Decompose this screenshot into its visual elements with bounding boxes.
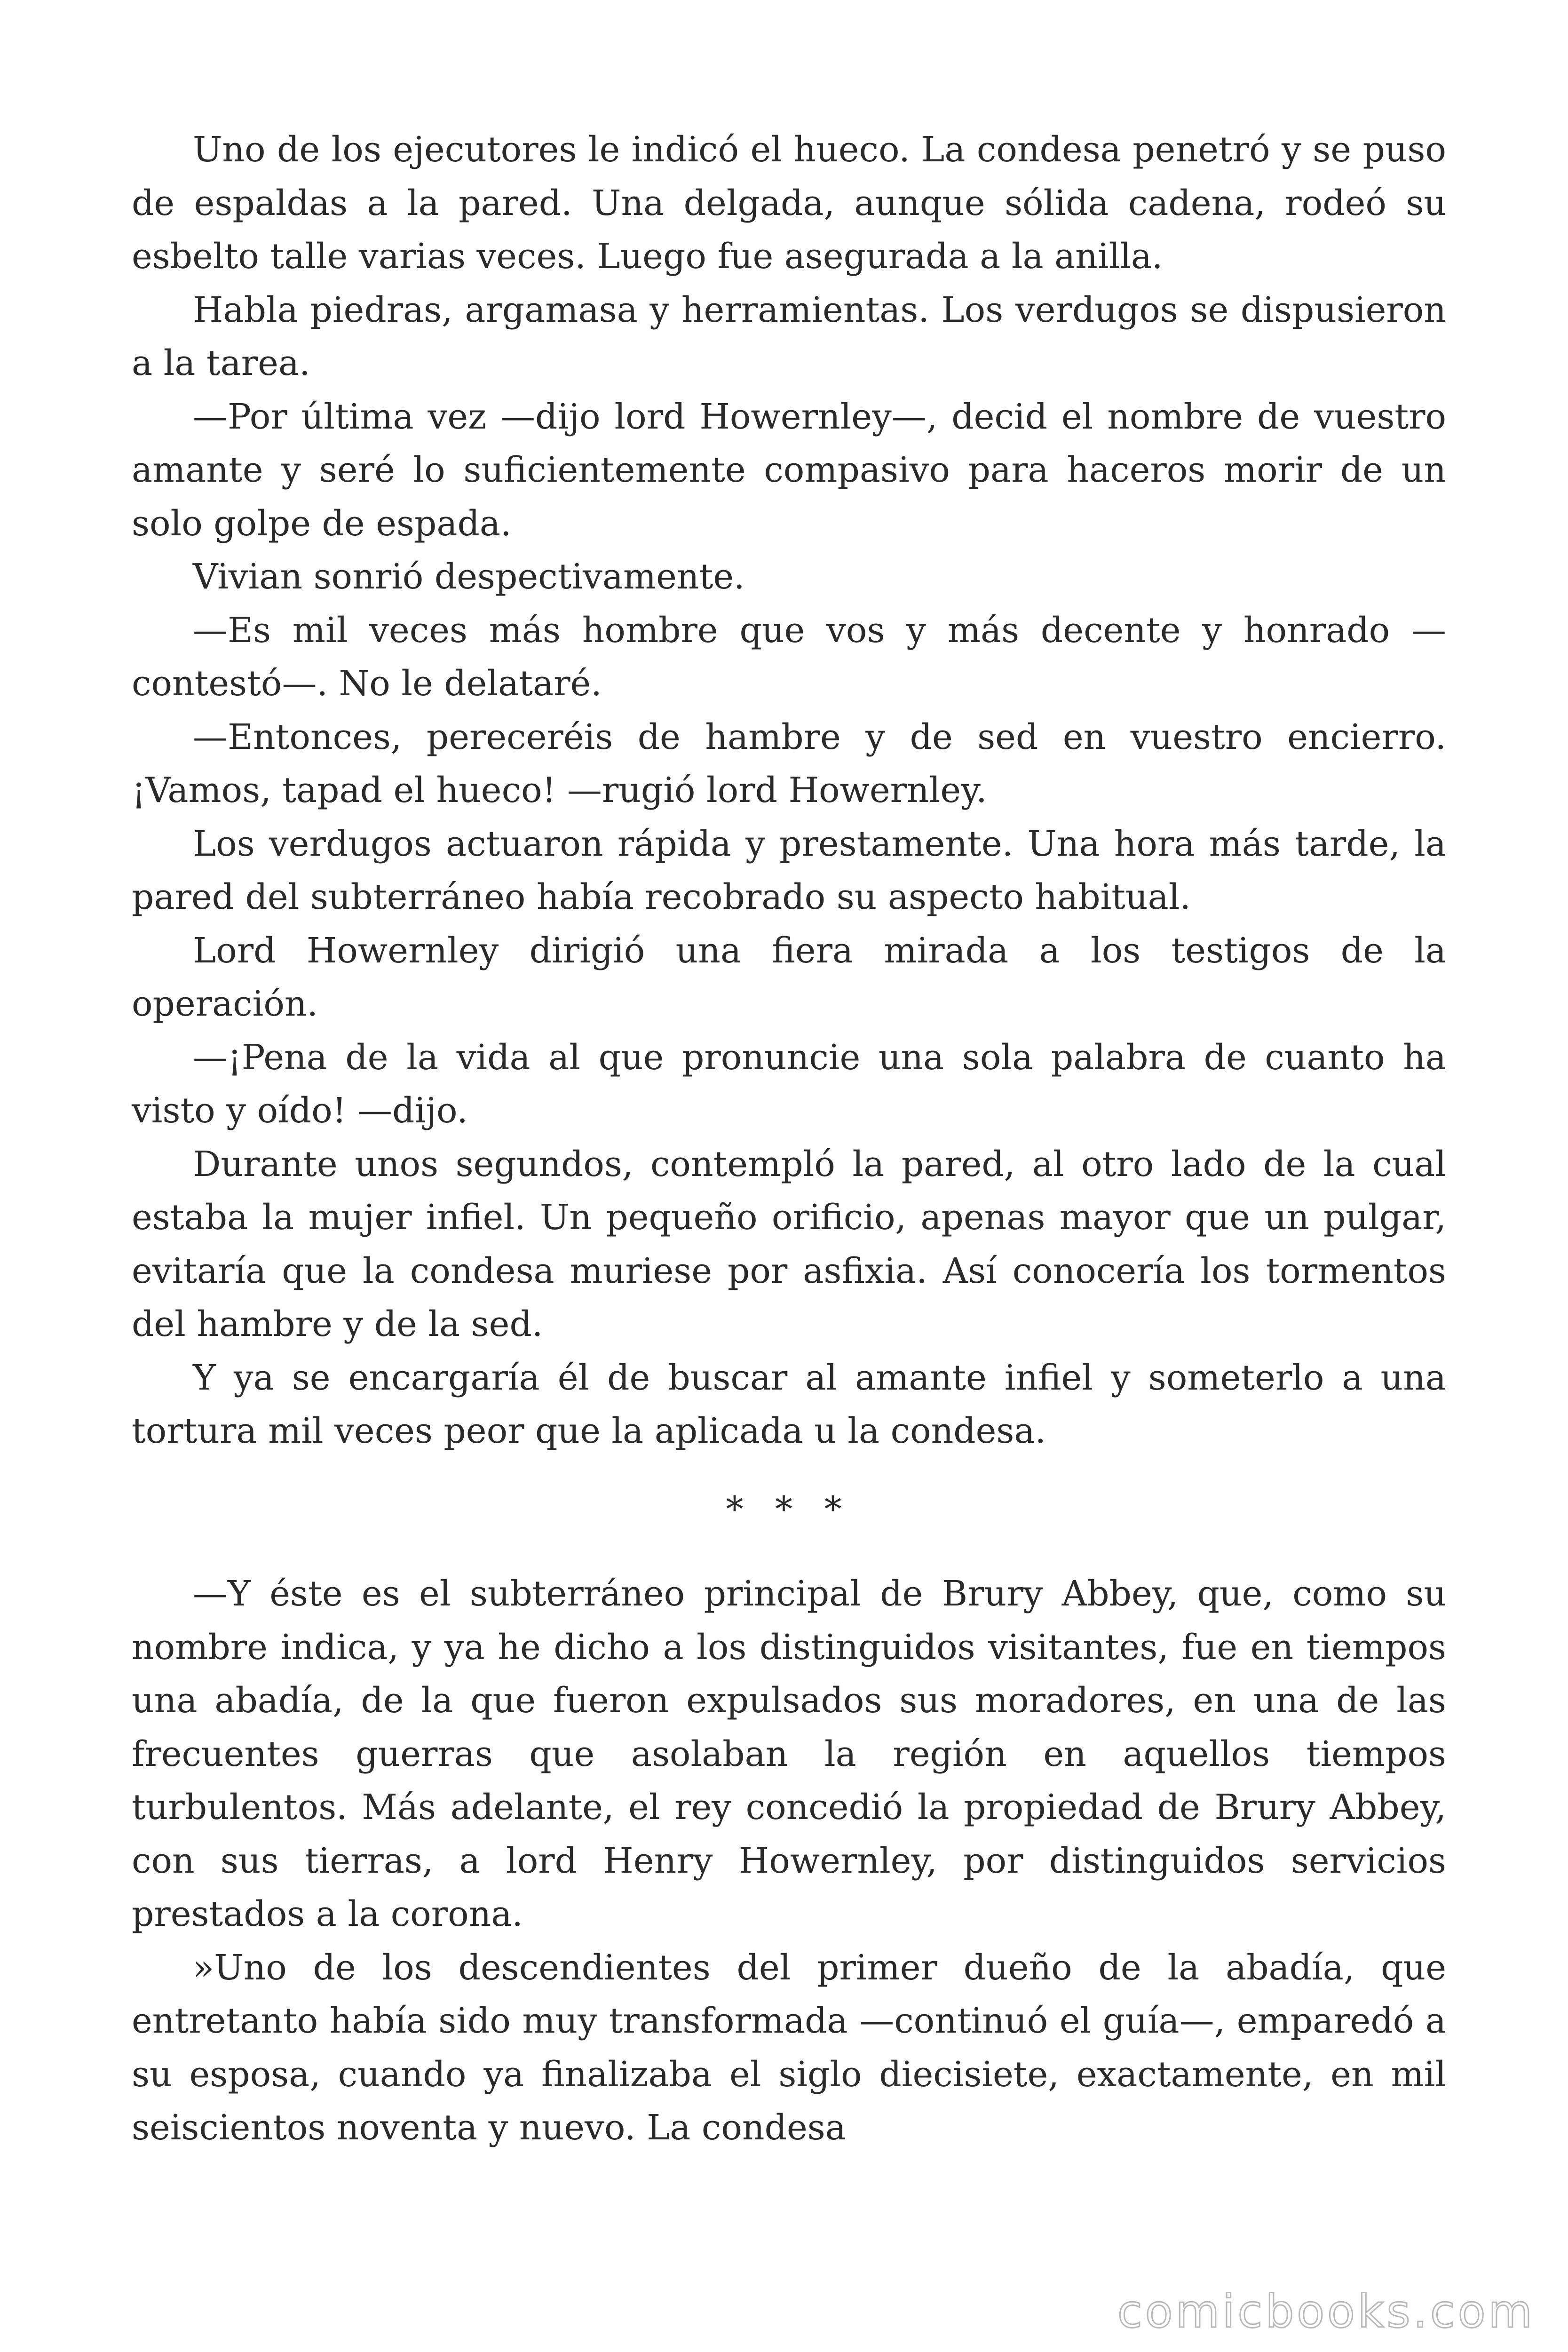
paragraph: Vivian sonrió despectivamente. (193, 556, 745, 597)
paragraph: »Uno de los descendientes del primer dueño de la abadía, que entretanto había sido muy transformada —continuó el guía—, emparedó a su esposa, cuando ya finalizaba el siglo diecisiete, exactamente, en mil seiscientos noventa y nuevo. La condesa (132, 1947, 1446, 2148)
paragraph: Los verdugos actuaron rápida y prestamente. Una hora más tarde, la pared del subterráneo había recobrado su aspecto habitual. (132, 823, 1446, 917)
section-separator: * * * (726, 1489, 852, 1530)
paragraph: —Y éste es el subterráneo principal de Brury Abbey, que, como su nombre indica, y ya he dicho a los distinguidos visitantes, fue en tiempos una abadía, de la que fueron expulsados sus moradores, en una de las frecuentes guerras que asolaban la región en aquellos tiempos turbulentos. Más adelante, el rey concedió la propiedad de Brury Abbey, con sus tierras, a lord Henry Howernley, por distinguidos servicios prestados a la corona. (132, 1573, 1446, 1934)
page-body (132, 123, 1446, 2155)
paragraph: Y ya se encargaría él de buscar al amante infiel y someterlo a una tortura mil veces peor que la aplicada u la condesa. (132, 1357, 1446, 1451)
watermark: comicbooks.com (1117, 2285, 1535, 2338)
paragraph: —Por última vez —dijo lord Howernley—, decid el nombre de vuestro amante y seré lo suficientemente compasivo para haceros morir de un solo golpe de espada. (132, 396, 1446, 544)
paragraph: Lord Howernley dirigió una fiera mirada a los testigos de la operación. (132, 930, 1446, 1024)
paragraph: Uno de los ejecutores le indicó el hueco. La condesa penetró y se puso de espaldas a la pared. Una delgada, aunque sólida cadena, rodeó su esbelto talle varias veces. Luego fue asegurada a la anilla. (132, 129, 1446, 277)
paragraph: —Es mil veces más hombre que vos y más decente y honrado —contestó—. No le delataré. (132, 610, 1446, 704)
paragraph: —Entonces, pereceréis de hambre y de sed en vuestro encierro. ¡Vamos, tapad el hueco! —rugió lord Howernley. (132, 716, 1446, 810)
paragraph: Durante unos segundos, contempló la pared, al otro lado de la cual estaba la mujer infiel. Un pequeño orificio, apenas mayor que un pulgar, evitaría que la condesa muriese por asfixia. Así conocería los tormentos del hambre y de la sed. (132, 1144, 1446, 1344)
paragraph: —¡Pena de la vida al que pronuncie una sola palabra de cuanto ha visto y oído! —dijo. (132, 1037, 1446, 1131)
paragraph: Habla piedras, argamasa y herramientas. Los verdugos se dispusieron a la tarea. (132, 289, 1446, 383)
